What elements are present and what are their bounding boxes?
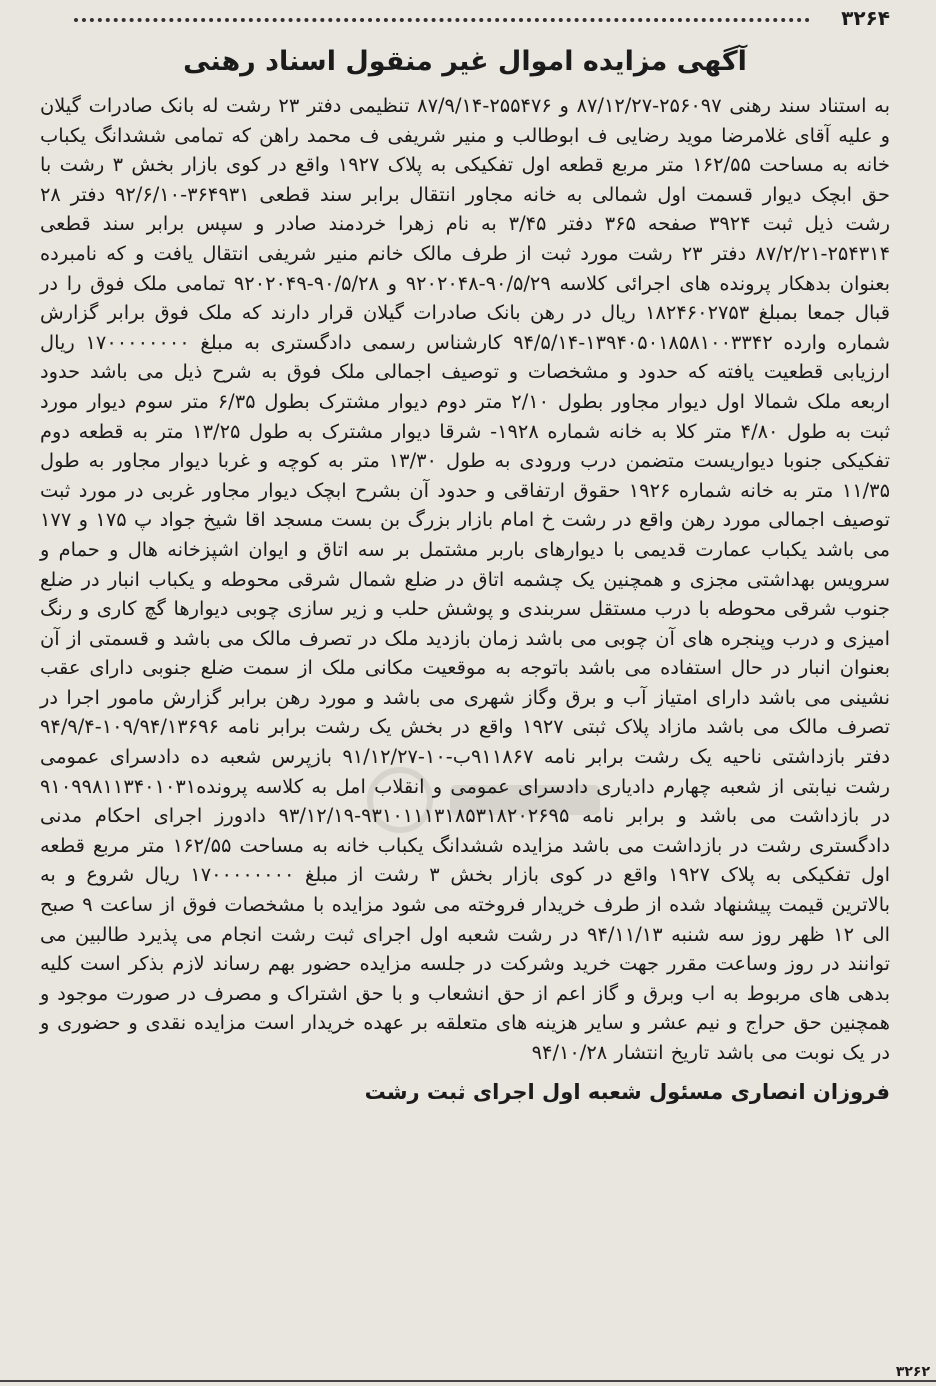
- dotted-divider: [74, 18, 810, 22]
- notice-body: به استناد سند رهنی ۲۵۶۰۹۷-۸۷/۱۲/۲۷ و ۲۵۵۴۷۶-۸۷/۹/۱۴ تنظیمی دفتر ۲۳ رشت له بانک صادرات گیلان و علیه آقای غلامرضا موید رضایی ف ابوطالب و منیر شریفی ف محمد راهن که تمامی ششدانگ یکباب خانه به مساحت ۱۶۲/۵۵ متر مربع قطعه اول تفکیکی به پلاک ۱۹۲۷ واقع در کوی بازار بخش ۳ رشت با حق ابچک دیوار قسمت اول شمالی به خانه مجاور انتقال برابر سند قطعی ۳۶۴۹۳۱-۹۲/۶/۱۰ دفتر ۲۸ رشت ذیل ثبت ۳۹۲۴ صفحه ۳۶۵ دفتر ۳/۴۵ به نام زهرا خردمند صادر و سپس برابر سند قطعی ۲۵۴۳۱۴-۸۷/۲/۲۱ دفتر ۲۳ رشت مورد ثبت از طرف مالک خانم منیر شریفی انتقال یافت و که نامبرده بعنوان بدهکار پرونده های اجرائی کلاسه ۹۰/۵/۲۹-۹۲۰۲۰۴۸ و ۹۰/۵/۲۸-۹۲۰۲۰۴۹ تمامی ملک فوق را در قبال جمعا بمبلغ ۱۸۲۴۶۰۲۷۵۳ ریال در رهن بانک صادرات گیلان قرار دارند که ملک فوق برابر گزارش شماره وارده ۱۳۹۴۰۵۰۱۸۵۸۱۰۰۳۳۴۲-۹۴/۵/۱۴ کارشناس رسمی دادگستری به مبلغ ۱۷۰۰۰۰۰۰۰۰ ریال ارزیابی قطعیت یافته که حدود و مشخصات و توصیف اجمالی ملک فوق به شرح ذیل می باشد حدود اربعه ملک شمالا اول دیوار مجاور بطول ۲/۱۰ متر دوم دیوار مشترک بطول ۶/۳۵ متر سوم دیوار مورد ثبت به طول ۴/۸۰ متر کلا به خانه شماره ۱۹۲۸- شرقا دیوار مشترک به طول ۱۳/۲۵ متر به قطعه دوم تفکیکی جنوبا دیواریست متضمن درب ورودی به طول ۱۳/۳۰ متر به کوچه و غربا دیوار مجاور به طول ۱۱/۳۵ متر به خانه شماره ۱۹۲۶ حقوق ارتفاقی و حدود آن بشرح ابچک دیوار مجاور غربی در مورد ثبت توصیف اجمالی مورد رهن واقع در رشت خ امام بازار بزرگ بن بست مسجد اقا شیخ جواد پ ۱۷۵ و ۱۷۷ می باشد یکباب عمارت قدیمی با دیوارهای باربر مشتمل بر سه اتاق و ایوان اشپزخانه هال و حمام و سرویس بهداشتی مجزی و همچنین یک چشمه اتاق در ضلع شمال شرقی محوطه و یکباب انبار در ضلع جنوب شرقی محوطه با درب مستقل سربندی و پوشش حلب و زیر سازی چوبی دیوارها گچ کاری و رنگ امیزی و درب وپنجره های آن چوبی می باشد زمان بازدید ملک در تصرف مالک می باشد و قسمتی از آن بعنوان انبار در حال استفاده می باشد باتوجه به موقعیت مکانی ملک از سمت ضلع جنوبی دارای عقب نشینی می باشد دارای امتیاز آب و برق وگاز شهری می باشد و مورد رهن برابر گزارش مامور اجرا در تصرف مالک می باشد مازاد پلاک ثبتی ۱۹۲۷ واقع در بخش یک رشت برابر نامه ۱۰۹/۹۴/۱۳۶۹۶-۹۴/۹/۴ دفتر بازداشتی ناحیه یک رشت برابر نامه ۹۱۱۸۶۷ب-۱۰-۹۱/۱۲/۲۷ بازپرس شعبه ده دادسرای عمومی رشت نیابتی از شعبه چهارم دادیاری دادسرای عمومی و انقلاب امل به کلاسه پرونده۹۱۰۹۹۸۱۱۳۴۰۱۰۳۱ در بازداشت می باشد و برابر نامه ۹۳۱۰۱۱۱۳۱۸۵۳۱۸۲۰۲۶۹۵-۹۳/۱۲/۱۹ دادورز اجرای احکام مدنی دادگستری رشت در بازداشت می باشد مزایده ششدانگ یکباب خانه به مساحت ۱۶۲/۵۵ متر مربع قطعه اول تفکیکی به پلاک ۱۹۲۷ واقع در کوی بازار بخش ۳ رشت از مبلغ ۱۷۰۰۰۰۰۰۰۰ ریال شروع و به بالاترین قیمت پیشنهاد شده از طرف خریدار فروخته می شود مزایده با مشخصات فوق از ساعت ۹ صبح الی ۱۲ ظهر روز سه شنبه ۹۴/۱۱/۱۳ در رشت شعبه اول اجرای ثبت رشت انجام می پذیرد طالبین می توانند در روز وساعت مقرر جهت خرید وشرکت در جلسه مزایده حضور بهم رساند لازم بذکر است کلیه بدهی های مربوط به اب وبرق و گاز اعم از حق انشعاب و با حق اشتراک و مصرف در صورت موجود و همچنین حق حراج و نیم عشر و سایر هزینه های متعلقه بر عهده خریدار است مزایده نقدی و حضوری و در یک نوبت می باشد تاریخ انتشار ۹۴/۱۰/۲۸: [40, 94, 891, 1064]
- notice-title: آگهی مزایده اموال غیر منقول اسناد رهنی: [183, 46, 747, 77]
- header-bar: [40, 6, 890, 34]
- bottom-divider: [0, 1380, 936, 1382]
- next-ad-number-fragment: ۳۲۶۲: [895, 1364, 930, 1380]
- notice-signature: فروزان انصاری مسئول شعبه اول اجرای ثبت رشت: [364, 1079, 890, 1104]
- ad-number: ۳۲۶۴: [841, 6, 890, 30]
